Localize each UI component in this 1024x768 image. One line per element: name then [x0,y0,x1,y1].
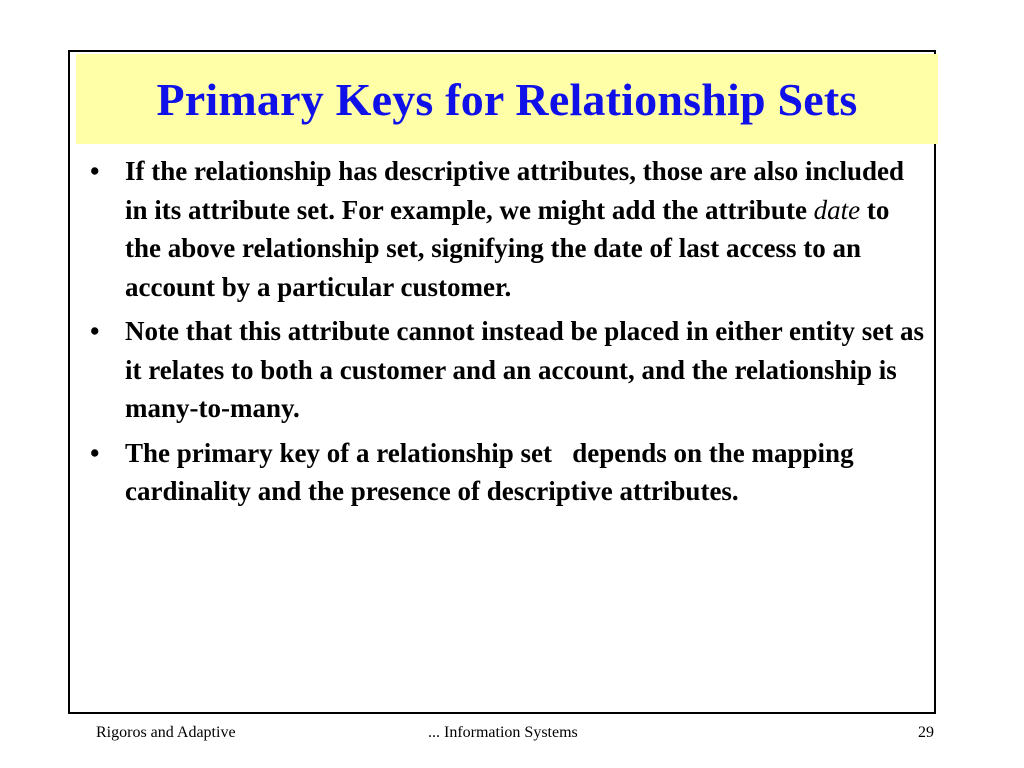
bullet-text-emphasis: date [813,194,861,225]
bullet-text-after: to the above relationship set, signifying the date of last access to an account by a particular customer. [125,194,897,302]
bullet-list [88,152,931,517]
bullet-text-before: If the relationship has descriptive attributes, those are also included in its attribute set. For example, we might add the attribute [125,156,911,225]
bullet-marker: • [90,316,100,346]
bullet-text [125,152,928,306]
bullet-marker: • [90,437,100,468]
bullet-item [88,312,931,428]
page-number: 29 [918,724,934,741]
footer-left-text: Rigoros and Adaptive [96,724,236,741]
bullet-item [88,152,928,306]
bullet-marker: • [90,156,100,186]
bullet-text: The primary key of a relationship set depends on the mapping cardinality and the presence of descriptive attributes. [125,437,861,506]
bullet-item [88,434,928,511]
title-banner [76,54,938,144]
bullet-text: Note that this attribute cannot instead be placed in either entity set as it relates to both a customer and an account, and the relationship is many-to-many. [125,316,931,423]
slide-title: Primary Keys for Relationship Sets [156,73,858,125]
footer-center-text: ... Information Systems [428,724,578,741]
